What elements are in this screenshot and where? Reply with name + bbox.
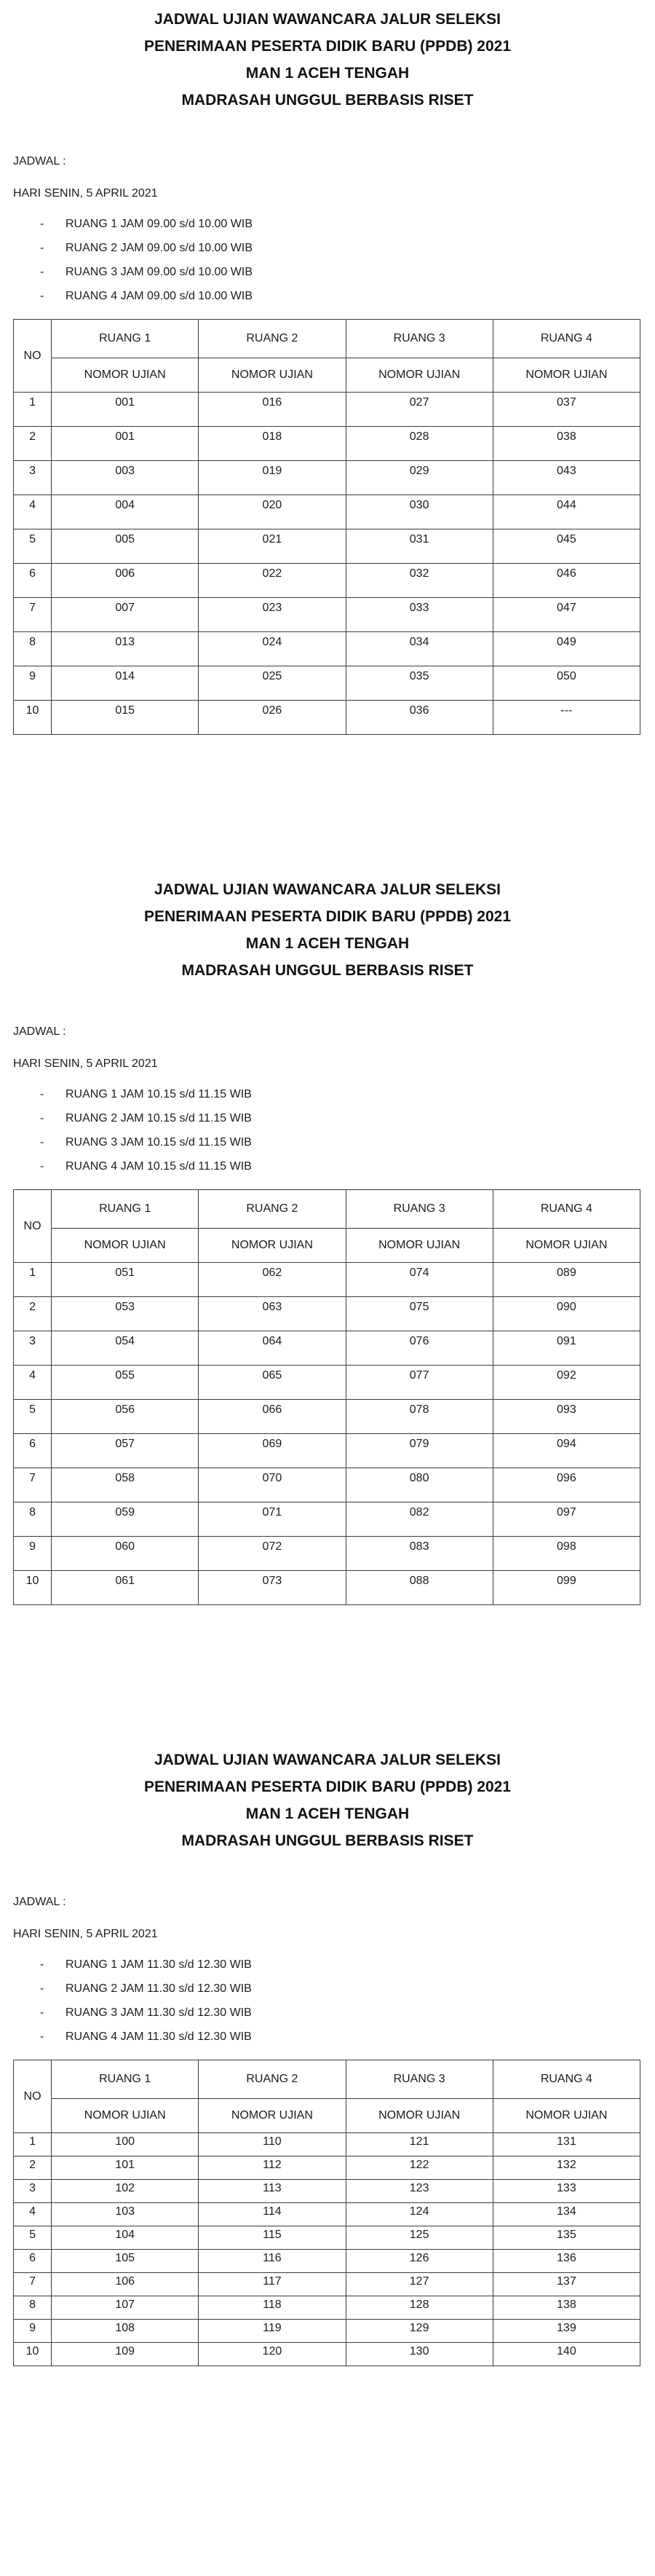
- subheader-nomor-ujian: NOMOR UJIAN: [346, 358, 493, 393]
- exam-number-cell: 063: [199, 1297, 346, 1331]
- row-number-cell: 9: [14, 666, 52, 701]
- title-line: PENERIMAAN PESERTA DIDIK BARU (PPDB) 2021: [143, 1779, 512, 1795]
- dash-bullet: -: [40, 2006, 44, 2019]
- exam-number-cell: 105: [52, 2250, 199, 2273]
- table-row: [14, 2273, 640, 2296]
- exam-number-cell: 014: [52, 666, 199, 701]
- exam-number-cell: 101: [52, 2156, 199, 2180]
- schedule-item-text: RUANG 2 JAM 11.30 s/d 12.30 WIB: [66, 1982, 252, 1995]
- exam-number-cell: 044: [493, 495, 640, 529]
- table-row: [14, 632, 640, 666]
- schedule-item: [13, 2030, 642, 2054]
- day-label: HARI SENIN, 5 APRIL 2021: [13, 1928, 158, 1940]
- exam-number-cell: 138: [493, 2296, 640, 2320]
- exam-number-cell: 127: [346, 2273, 493, 2296]
- schedule-item-text: RUANG 1 JAM 09.00 s/d 10.00 WIB: [66, 218, 253, 230]
- subheader-nomor-ujian: NOMOR UJIAN: [52, 1229, 199, 1263]
- exam-number-cell: 049: [493, 632, 640, 666]
- dash-bullet: -: [40, 2031, 44, 2043]
- schedule-section-3: [13, 1746, 642, 2366]
- schedule-item-text: RUANG 3 JAM 10.15 s/d 11.15 WIB: [66, 1136, 252, 1149]
- exam-number-cell: 140: [493, 2343, 640, 2366]
- table-row: [14, 427, 640, 461]
- exam-number-cell: 016: [199, 393, 346, 427]
- exam-number-cell: 020: [199, 495, 346, 529]
- exam-number-cell: 079: [346, 1434, 493, 1468]
- exam-number-cell: 097: [493, 1502, 640, 1537]
- table-row: [14, 2156, 640, 2180]
- section-title: [13, 1746, 642, 1854]
- row-number-cell: 4: [14, 495, 52, 529]
- table-row: [14, 1297, 640, 1331]
- exam-number-cell: 061: [52, 1571, 199, 1605]
- exam-number-cell: 110: [199, 2133, 346, 2156]
- title-line: PENERIMAAN PESERTA DIDIK BARU (PPDB) 2021: [143, 908, 512, 925]
- table-row: [14, 1331, 640, 1366]
- no-column-header: NO: [14, 320, 52, 393]
- schedule-list: [13, 217, 642, 313]
- day-label: HARI SENIN, 5 APRIL 2021: [13, 1057, 158, 1070]
- table-row: [14, 2343, 640, 2366]
- exam-number-cell: 117: [199, 2273, 346, 2296]
- exam-number-cell: 071: [199, 1502, 346, 1537]
- exam-number-cell: 108: [52, 2320, 199, 2343]
- exam-number-cell: 088: [346, 1571, 493, 1605]
- row-number-cell: 2: [14, 427, 52, 461]
- table-row: [14, 2226, 640, 2250]
- subheader-nomor-ujian: NOMOR UJIAN: [199, 2099, 346, 2133]
- exam-number-cell: 028: [346, 427, 493, 461]
- exam-number-cell: 092: [493, 1366, 640, 1400]
- exam-number-cell: 130: [346, 2343, 493, 2366]
- row-number-cell: 3: [14, 461, 52, 495]
- room-column-header: RUANG 2: [199, 2060, 346, 2099]
- row-number-cell: 6: [14, 2250, 52, 2273]
- exam-number-cell: 114: [199, 2203, 346, 2226]
- jadwal-label: JADWAL :: [13, 1896, 66, 1908]
- schedule-item-text: RUANG 1 JAM 10.15 s/d 11.15 WIB: [66, 1088, 252, 1100]
- exam-number-cell: 080: [346, 1468, 493, 1502]
- exam-number-cell: 030: [346, 495, 493, 529]
- dash-bullet: -: [40, 1982, 44, 1995]
- title-line: MAN 1 ACEH TENGAH: [245, 1805, 410, 1822]
- exam-number-cell: 069: [199, 1434, 346, 1468]
- exam-number-cell: ---: [493, 701, 640, 735]
- table-row: [14, 2320, 640, 2343]
- table-row: [14, 1502, 640, 1537]
- room-column-header: RUANG 2: [199, 1190, 346, 1229]
- table-row: [14, 495, 640, 529]
- title-line: JADWAL UJIAN WAWANCARA JALUR SELEKSI: [154, 881, 501, 898]
- exam-number-cell: 104: [52, 2226, 199, 2250]
- room-column-header: RUANG 1: [52, 320, 199, 358]
- exam-number-cell: 093: [493, 1400, 640, 1434]
- exam-number-cell: 124: [346, 2203, 493, 2226]
- exam-number-cell: 118: [199, 2296, 346, 2320]
- row-number-cell: 2: [14, 1297, 52, 1331]
- exam-number-cell: 033: [346, 598, 493, 632]
- exam-number-cell: 054: [52, 1331, 199, 1366]
- dash-bullet: -: [40, 1136, 44, 1149]
- exam-number-cell: 106: [52, 2273, 199, 2296]
- exam-number-cell: 006: [52, 564, 199, 598]
- schedule-section-1: [13, 6, 642, 735]
- row-number-cell: 4: [14, 1366, 52, 1400]
- schedule-item: [13, 1135, 642, 1159]
- title-line: MADRASAH UNGGUL BERBASIS RISET: [181, 92, 474, 109]
- exam-number-cell: 003: [52, 461, 199, 495]
- row-number-cell: 10: [14, 701, 52, 735]
- schedule-list: [13, 1087, 642, 1183]
- schedule-item: [13, 1982, 642, 2006]
- table-row: [14, 2296, 640, 2320]
- exam-number-cell: 078: [346, 1400, 493, 1434]
- exam-number-cell: 046: [493, 564, 640, 598]
- row-number-cell: 2: [14, 2156, 52, 2180]
- row-number-cell: 8: [14, 1502, 52, 1537]
- exam-number-cell: 001: [52, 393, 199, 427]
- row-number-cell: 7: [14, 2273, 52, 2296]
- row-number-cell: 7: [14, 598, 52, 632]
- jadwal-label: JADWAL :: [13, 1025, 66, 1038]
- exam-number-cell: 113: [199, 2180, 346, 2203]
- dash-bullet: -: [40, 1112, 44, 1124]
- schedule-item-text: RUANG 4 JAM 10.15 s/d 11.15 WIB: [66, 1160, 252, 1173]
- exam-number-cell: 055: [52, 1366, 199, 1400]
- exam-number-cell: 133: [493, 2180, 640, 2203]
- schedule-item: [13, 265, 642, 289]
- room-column-header: RUANG 3: [346, 2060, 493, 2099]
- section-title: [13, 876, 642, 984]
- exam-numbers-table: [13, 1189, 640, 1605]
- exam-number-cell: 059: [52, 1502, 199, 1537]
- exam-number-cell: 029: [346, 461, 493, 495]
- subheader-nomor-ujian: NOMOR UJIAN: [493, 358, 640, 393]
- exam-number-cell: 013: [52, 632, 199, 666]
- exam-number-cell: 056: [52, 1400, 199, 1434]
- exam-number-cell: 022: [199, 564, 346, 598]
- exam-number-cell: 037: [493, 393, 640, 427]
- table-row: [14, 701, 640, 735]
- dash-bullet: -: [40, 290, 44, 302]
- exam-number-cell: 135: [493, 2226, 640, 2250]
- exam-number-cell: 091: [493, 1331, 640, 1366]
- schedule-item-text: RUANG 1 JAM 11.30 s/d 12.30 WIB: [66, 1958, 252, 1971]
- dash-bullet: -: [40, 1160, 44, 1173]
- table-row: [14, 2133, 640, 2156]
- title-line: PENERIMAAN PESERTA DIDIK BARU (PPDB) 2021: [143, 38, 512, 55]
- exam-number-cell: 082: [346, 1502, 493, 1537]
- exam-number-cell: 119: [199, 2320, 346, 2343]
- table-row: [14, 1263, 640, 1297]
- table-row: [14, 1537, 640, 1571]
- table-row: [14, 529, 640, 564]
- exam-number-cell: 065: [199, 1366, 346, 1400]
- schedule-item: [13, 289, 642, 313]
- exam-number-cell: 036: [346, 701, 493, 735]
- day-label: HARI SENIN, 5 APRIL 2021: [13, 187, 158, 200]
- table-row: [14, 393, 640, 427]
- exam-number-cell: 136: [493, 2250, 640, 2273]
- row-number-cell: 9: [14, 2320, 52, 2343]
- exam-number-cell: 116: [199, 2250, 346, 2273]
- exam-numbers-table: [13, 2060, 640, 2366]
- room-column-header: RUANG 1: [52, 2060, 199, 2099]
- room-column-header: RUANG 3: [346, 1190, 493, 1229]
- exam-number-cell: 050: [493, 666, 640, 701]
- exam-number-cell: 025: [199, 666, 346, 701]
- room-column-header: RUANG 2: [199, 320, 346, 358]
- row-number-cell: 3: [14, 2180, 52, 2203]
- schedule-item-text: RUANG 2 JAM 10.15 s/d 11.15 WIB: [66, 1112, 252, 1124]
- room-column-header: RUANG 3: [346, 320, 493, 358]
- exam-number-cell: 070: [199, 1468, 346, 1502]
- exam-number-cell: 073: [199, 1571, 346, 1605]
- row-number-cell: 3: [14, 1331, 52, 1366]
- exam-number-cell: 134: [493, 2203, 640, 2226]
- exam-number-cell: 107: [52, 2296, 199, 2320]
- exam-number-cell: 018: [199, 427, 346, 461]
- row-number-cell: 1: [14, 393, 52, 427]
- table-row: [14, 1366, 640, 1400]
- table-row: [14, 461, 640, 495]
- jadwal-label: JADWAL :: [13, 155, 66, 168]
- room-column-header: RUANG 4: [493, 2060, 640, 2099]
- exam-number-cell: 053: [52, 1297, 199, 1331]
- exam-number-cell: 057: [52, 1434, 199, 1468]
- schedule-item-text: RUANG 2 JAM 09.00 s/d 10.00 WIB: [66, 242, 253, 254]
- exam-number-cell: 096: [493, 1468, 640, 1502]
- room-column-header: RUANG 4: [493, 320, 640, 358]
- exam-number-cell: 109: [52, 2343, 199, 2366]
- title-line: MADRASAH UNGGUL BERBASIS RISET: [181, 962, 474, 979]
- room-column-header: RUANG 1: [52, 1190, 199, 1229]
- exam-number-cell: 128: [346, 2296, 493, 2320]
- exam-number-cell: 126: [346, 2250, 493, 2273]
- schedule-item-text: RUANG 4 JAM 09.00 s/d 10.00 WIB: [66, 290, 253, 302]
- schedule-list: [13, 1958, 642, 2054]
- title-line: JADWAL UJIAN WAWANCARA JALUR SELEKSI: [154, 1752, 501, 1768]
- schedule-item-text: RUANG 3 JAM 09.00 s/d 10.00 WIB: [66, 266, 253, 278]
- exam-number-cell: 043: [493, 461, 640, 495]
- exam-number-cell: 076: [346, 1331, 493, 1366]
- exam-number-cell: 024: [199, 632, 346, 666]
- row-number-cell: 8: [14, 632, 52, 666]
- exam-number-cell: 112: [199, 2156, 346, 2180]
- row-number-cell: 1: [14, 1263, 52, 1297]
- exam-number-cell: 064: [199, 1331, 346, 1366]
- title-line: MADRASAH UNGGUL BERBASIS RISET: [181, 1832, 474, 1849]
- subheader-nomor-ujian: NOMOR UJIAN: [346, 1229, 493, 1263]
- exam-number-cell: 026: [199, 701, 346, 735]
- exam-number-cell: 051: [52, 1263, 199, 1297]
- exam-number-cell: 072: [199, 1537, 346, 1571]
- exam-number-cell: 132: [493, 2156, 640, 2180]
- exam-number-cell: 031: [346, 529, 493, 564]
- exam-number-cell: 019: [199, 461, 346, 495]
- row-number-cell: 1: [14, 2133, 52, 2156]
- table-row: [14, 666, 640, 701]
- table-row: [14, 1571, 640, 1605]
- row-number-cell: 10: [14, 1571, 52, 1605]
- exam-number-cell: 102: [52, 2180, 199, 2203]
- exam-number-cell: 032: [346, 564, 493, 598]
- schedule-item: [13, 1958, 642, 1982]
- exam-number-cell: 089: [493, 1263, 640, 1297]
- exam-number-cell: 122: [346, 2156, 493, 2180]
- table-row: [14, 2180, 640, 2203]
- exam-number-cell: 023: [199, 598, 346, 632]
- row-number-cell: 8: [14, 2296, 52, 2320]
- row-number-cell: 4: [14, 2203, 52, 2226]
- schedule-item: [13, 2006, 642, 2030]
- exam-number-cell: 100: [52, 2133, 199, 2156]
- row-number-cell: 10: [14, 2343, 52, 2366]
- row-number-cell: 9: [14, 1537, 52, 1571]
- table-row: [14, 1400, 640, 1434]
- exam-number-cell: 090: [493, 1297, 640, 1331]
- exam-number-cell: 047: [493, 598, 640, 632]
- table-row: [14, 2250, 640, 2273]
- no-column-header: NO: [14, 2060, 52, 2133]
- exam-number-cell: 015: [52, 701, 199, 735]
- subheader-nomor-ujian: NOMOR UJIAN: [346, 2099, 493, 2133]
- schedule-item-text: RUANG 3 JAM 11.30 s/d 12.30 WIB: [66, 2006, 252, 2019]
- schedule-item: [13, 1159, 642, 1183]
- exam-number-cell: 139: [493, 2320, 640, 2343]
- exam-number-cell: 083: [346, 1537, 493, 1571]
- exam-number-cell: 007: [52, 598, 199, 632]
- exam-numbers-table: [13, 319, 640, 735]
- table-row: [14, 564, 640, 598]
- exam-number-cell: 125: [346, 2226, 493, 2250]
- exam-number-cell: 075: [346, 1297, 493, 1331]
- exam-number-cell: 074: [346, 1263, 493, 1297]
- subheader-nomor-ujian: NOMOR UJIAN: [493, 1229, 640, 1263]
- title-line: JADWAL UJIAN WAWANCARA JALUR SELEKSI: [154, 11, 501, 28]
- exam-number-cell: 045: [493, 529, 640, 564]
- title-line: MAN 1 ACEH TENGAH: [245, 935, 410, 952]
- exam-number-cell: 038: [493, 427, 640, 461]
- table-row: [14, 1434, 640, 1468]
- exam-number-cell: 098: [493, 1537, 640, 1571]
- title-line: MAN 1 ACEH TENGAH: [245, 65, 410, 82]
- exam-number-cell: 027: [346, 393, 493, 427]
- row-number-cell: 6: [14, 564, 52, 598]
- exam-number-cell: 060: [52, 1537, 199, 1571]
- exam-number-cell: 062: [199, 1263, 346, 1297]
- exam-number-cell: 066: [199, 1400, 346, 1434]
- row-number-cell: 5: [14, 2226, 52, 2250]
- exam-number-cell: 058: [52, 1468, 199, 1502]
- table-row: [14, 598, 640, 632]
- schedule-section-2: [13, 876, 642, 1605]
- subheader-nomor-ujian: NOMOR UJIAN: [52, 2099, 199, 2133]
- dash-bullet: -: [40, 266, 44, 278]
- exam-number-cell: 123: [346, 2180, 493, 2203]
- row-number-cell: 5: [14, 529, 52, 564]
- exam-number-cell: 001: [52, 427, 199, 461]
- exam-number-cell: 005: [52, 529, 199, 564]
- table-row: [14, 1468, 640, 1502]
- table-row: [14, 2203, 640, 2226]
- schedule-item: [13, 1087, 642, 1111]
- exam-number-cell: 077: [346, 1366, 493, 1400]
- schedule-item: [13, 1111, 642, 1135]
- schedule-item: [13, 217, 642, 241]
- exam-number-cell: 115: [199, 2226, 346, 2250]
- subheader-nomor-ujian: NOMOR UJIAN: [199, 358, 346, 393]
- dash-bullet: -: [40, 218, 44, 230]
- exam-number-cell: 131: [493, 2133, 640, 2156]
- dash-bullet: -: [40, 1088, 44, 1100]
- exam-number-cell: 034: [346, 632, 493, 666]
- exam-number-cell: 103: [52, 2203, 199, 2226]
- schedule-item: [13, 241, 642, 265]
- dash-bullet: -: [40, 242, 44, 254]
- subheader-nomor-ujian: NOMOR UJIAN: [52, 358, 199, 393]
- exam-number-cell: 129: [346, 2320, 493, 2343]
- exam-number-cell: 099: [493, 1571, 640, 1605]
- subheader-nomor-ujian: NOMOR UJIAN: [199, 1229, 346, 1263]
- exam-number-cell: 035: [346, 666, 493, 701]
- section-title: [13, 6, 642, 114]
- exam-number-cell: 137: [493, 2273, 640, 2296]
- exam-number-cell: 004: [52, 495, 199, 529]
- row-number-cell: 7: [14, 1468, 52, 1502]
- dash-bullet: -: [40, 1958, 44, 1971]
- exam-number-cell: 021: [199, 529, 346, 564]
- exam-number-cell: 094: [493, 1434, 640, 1468]
- row-number-cell: 6: [14, 1434, 52, 1468]
- schedule-item-text: RUANG 4 JAM 11.30 s/d 12.30 WIB: [66, 2031, 252, 2043]
- exam-number-cell: 121: [346, 2133, 493, 2156]
- row-number-cell: 5: [14, 1400, 52, 1434]
- no-column-header: NO: [14, 1190, 52, 1263]
- exam-number-cell: 120: [199, 2343, 346, 2366]
- subheader-nomor-ujian: NOMOR UJIAN: [493, 2099, 640, 2133]
- room-column-header: RUANG 4: [493, 1190, 640, 1229]
